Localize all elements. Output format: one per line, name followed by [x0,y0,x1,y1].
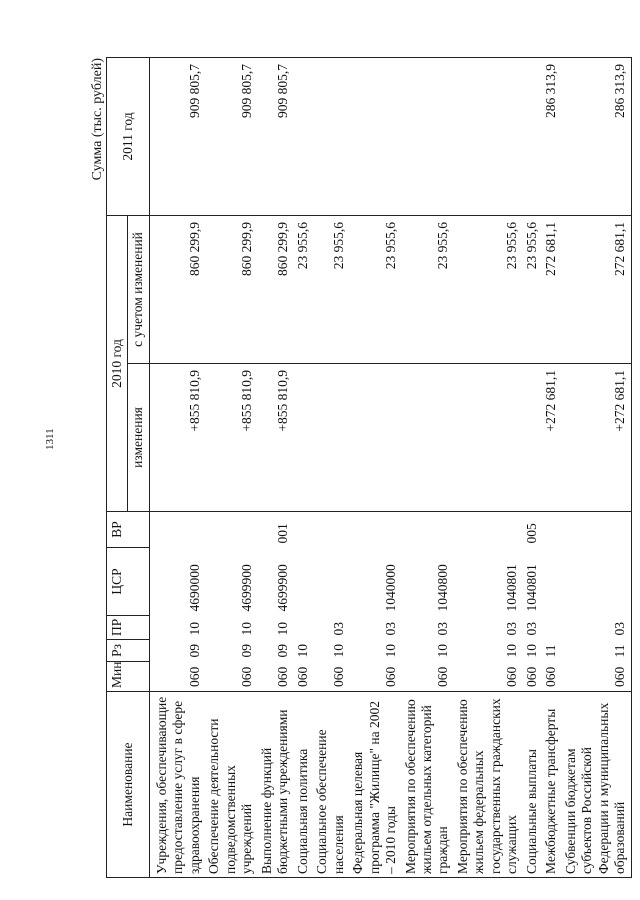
rotated-page-content [86,58,628,878]
table-body [149,58,631,878]
row-csr [313,548,349,616]
row-pr: 10 [239,622,255,636]
table-row [294,58,313,878]
row-2011: 909 805,7 [149,58,205,216]
row-vr [542,512,561,548]
row-name: Социальные выплаты [523,692,542,878]
row-with-changes: 272 681,1 [562,216,631,364]
row-with-changes: 23 955,6 [313,216,349,364]
row-2011: 286 313,9 [542,58,561,216]
row-vr [294,512,313,548]
header-csr: ЦСР [107,548,150,616]
row-rz: 09 [239,644,255,658]
table-row [205,58,257,878]
row-pr: 03 [330,622,346,636]
row-changes [402,364,454,512]
row-changes: +272 681,1 [562,364,631,512]
row-min: 060 [504,666,520,687]
row-with-changes: 860 299,9 [258,216,294,364]
row-name: Выполнение функций бюджетными учреждениями [258,692,294,878]
row-vr: 001 [275,523,291,544]
row-csr: 4699900 [275,564,291,612]
row-with-changes: 23 955,6 [402,216,454,364]
row-min: 060 [330,666,346,687]
header-year-2010: 2010 год [107,216,128,512]
row-changes [523,364,542,512]
row-min: 060 [543,666,559,687]
row-rz: 10 [383,644,399,658]
header-min: Мин [107,662,150,692]
row-2011: 909 805,7 [258,58,294,216]
row-min: 060 [239,666,255,687]
row-min: 060 [562,662,631,692]
row-rz: 11 [562,640,631,662]
table-row [562,58,631,878]
row-rz: 11 [543,644,559,658]
row-name: Социальная политика [294,692,313,878]
row-2011: 286 313,9 [562,58,631,216]
row-min: 060 [523,666,539,687]
header-year-2011: 2011 год [107,58,150,216]
row-pr: 03 [383,622,399,636]
table-row [542,58,561,878]
row-name: Субвенции бюджетам субъектов Российской Федерации и муниципальных образований [562,692,631,878]
header-pr: ПР [107,616,150,640]
row-changes: +272 681,1 [542,364,561,512]
row-pr: 10 [186,622,202,636]
row-with-changes: 23 955,6 [294,216,313,364]
table-row [313,58,349,878]
row-csr: 1040800 [435,564,451,612]
row-changes [349,364,401,512]
row-2011: 909 805,7 [205,58,257,216]
row-with-changes: 860 299,9 [205,216,257,364]
table-header [107,58,150,878]
row-with-changes: 272 681,1 [542,216,561,364]
row-csr [562,548,631,616]
header-with-changes: с учетом изменений [128,216,149,364]
row-changes [313,364,349,512]
row-rz: 09 [275,644,291,658]
row-pr: 03 [523,622,539,636]
row-min: 060 [186,666,202,687]
row-rz: 10 [504,644,520,658]
row-2011 [294,58,313,216]
row-pr: 10 [275,622,291,636]
row-pr [542,616,561,640]
row-changes: +855 810,9 [149,364,205,512]
table-row [402,58,454,878]
row-vr [349,512,401,548]
row-csr: 1040801 [504,564,520,612]
page-number: 1311 [44,428,56,450]
row-rz: 09 [186,644,202,658]
table-row [349,58,401,878]
row-name: Обеспечение деятельности подведомственных учреждений [205,692,257,878]
row-min: 060 [275,666,291,687]
row-csr: 4699900 [239,564,255,612]
row-2011 [402,58,454,216]
row-2011 [454,58,523,216]
header-rz: Рз [107,640,150,662]
row-csr [542,548,561,616]
row-changes: +855 810,9 [205,364,257,512]
row-csr: 4690000 [186,564,202,612]
row-name: Мероприятия по обеспечению жильем отдельных категорий граждан [402,692,454,878]
row-rz: 10 [294,644,310,658]
row-rz: 10 [435,644,451,658]
row-vr [454,512,523,548]
header-name: Наименование [107,692,150,878]
row-min: 060 [383,666,399,687]
table-row [149,58,205,878]
table-row [258,58,294,878]
row-with-changes: 860 299,9 [149,216,205,364]
row-changes: +855 810,9 [258,364,294,512]
table-row [523,58,542,878]
row-vr [149,512,205,548]
row-vr [205,512,257,548]
row-2011 [523,58,542,216]
row-name: Социальное обеспечение населения [313,692,349,878]
row-with-changes: 23 955,6 [523,216,542,364]
row-csr [294,548,313,616]
row-name: Мероприятия по обеспечению жильем федеральных государственных гражданских служащих [454,692,523,878]
row-csr: 1040801 [523,564,539,612]
row-vr [562,512,631,548]
row-rz: 10 [523,644,539,658]
row-name: Межбюджетные трансферты [542,692,561,878]
row-changes [294,364,313,512]
row-min: 060 [435,666,451,687]
row-pr: 03 [435,622,451,636]
row-rz: 10 [330,644,346,658]
row-pr: 03 [562,616,631,640]
units-caption: Сумма (тыс. рублей) [90,58,105,181]
row-pr: 03 [504,622,520,636]
header-vr: ВР [107,512,150,548]
row-name: Учреждения, обеспечивающие предоставление услуг в сфере здравоохранения [149,692,205,878]
row-with-changes: 23 955,6 [454,216,523,364]
row-2011 [313,58,349,216]
row-name: Федеральная целевая программа "Жилище" на 2002 – 2010 годы [349,692,401,878]
row-with-changes: 23 955,6 [349,216,401,364]
row-2011 [349,58,401,216]
row-pr [294,616,313,640]
row-vr [313,512,349,548]
table-row [454,58,523,878]
row-changes [454,364,523,512]
budget-table [106,57,632,878]
row-csr: 1040000 [383,564,399,612]
row-min: 060 [294,666,310,687]
row-vr: 005 [523,523,539,544]
row-vr [402,512,454,548]
header-changes: изменения [128,364,149,512]
